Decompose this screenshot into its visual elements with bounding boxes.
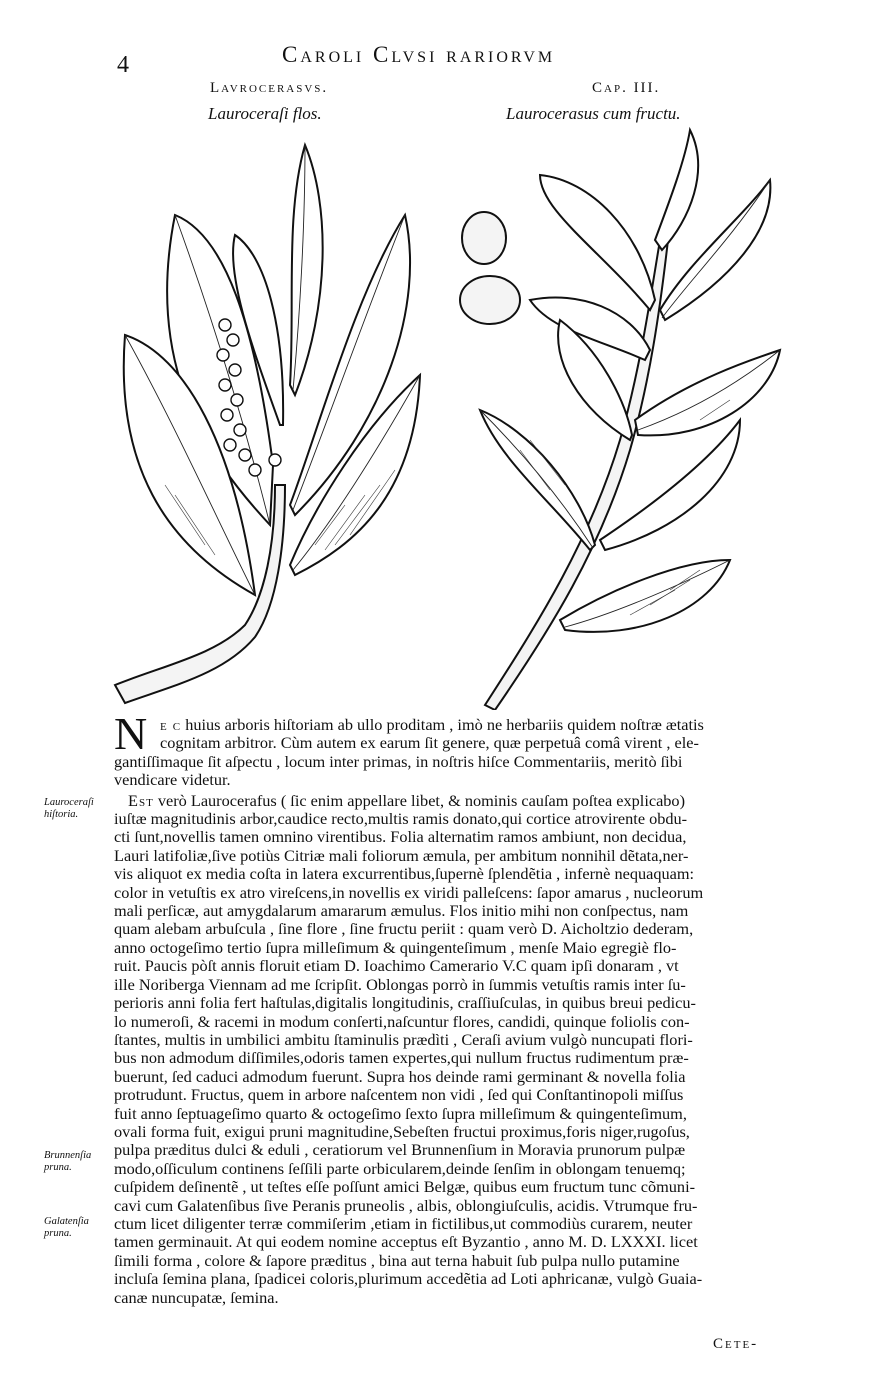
text-line: cavi cum Galatenſibus ſive Peranis pruneolis , albis, oblongiuſculis, acidis. Vtrumque fru- bbox=[114, 1196, 698, 1215]
text-line: vis aliquot ex media coſta in latera excurrentibus,ſupernè ſplendẽtia , infernè nequaquam: bbox=[114, 865, 695, 884]
text-line: protrudunt. Fructus, quem in arbore naſcentem non vidi , ſed qui Conſtantinopoli miſſus bbox=[114, 1086, 684, 1105]
fruit-drawing-1 bbox=[462, 212, 506, 264]
text-line: cognitam arbitror. Cùm autem ex earum ſit genere, quæ perpetuâ comâ virent , ele- bbox=[160, 734, 699, 753]
margin-note-brunnensia: Brunnenſia pruna. bbox=[44, 1150, 92, 1173]
woodcut-flowering-branch bbox=[105, 125, 435, 705]
text-line: anno octogeſimo tertio ſupra milleſimum & quingenteſimum , menſe Maio egregiè flo- bbox=[114, 938, 677, 957]
text-line: mali perſicæ, aut amygdalarum amararum æmulus. Flos initio mihi non conſpectus, nam bbox=[114, 902, 689, 921]
lead-letters: e c bbox=[160, 716, 182, 734]
text-line: ille Noriberga Viennam ad me ſcripſit. Oblongas porrò in ſummis vetuſtis ramis inter ſu- bbox=[114, 975, 686, 994]
text-line: ctum licet diligenter terræ commiſerim ,etiam in fictilibus,ut commodiùs curarem, neuter bbox=[114, 1214, 693, 1233]
chapter-title: Lavrocerasvs. bbox=[210, 80, 329, 96]
text-line: tamen germinauit. At qui eodem nomine acceptus eſt Byzantio , anno M. D. LXXXI. licet bbox=[114, 1233, 698, 1252]
margin-note-history: Lauroceraſi hiſtoria. bbox=[44, 797, 94, 820]
text-line: canæ nuncupatæ, ſemina. bbox=[114, 1288, 279, 1307]
text-line: cti ſunt,novellis tamen omnino virentibus. Folia alternatim ramos ambiunt, non decidua, bbox=[114, 828, 687, 847]
text-line: modo,oſſiculum continens ſeſſili parte orbicularem,deinde ſenſim in oblongam tenuemq; bbox=[114, 1159, 686, 1178]
text-line: ruit. Paucis pòſt annis floruit etiam D. Ioachimo Camerario V.C quam ipſi donaram , vt bbox=[114, 957, 679, 976]
body-text bbox=[114, 708, 779, 1307]
caption-fruit: Laurocerasus cum fructu. bbox=[506, 104, 681, 123]
lead-word: Est bbox=[128, 791, 154, 810]
margin-note-galatensia: Galatenſia pruna. bbox=[44, 1216, 89, 1239]
text-line: Lauri latifoliæ,ſive potiùs Citriæ mali foliorum æmula, per ambitum nonnihil dẽtata,ner- bbox=[114, 846, 689, 865]
woodcut-fruiting-branch bbox=[440, 120, 790, 710]
caption-flower: Lauroceraſi flos. bbox=[208, 104, 322, 123]
text-line: Est verò Laurocerafus ( ſic enim appellare libet, & nominis cauſam poſtea explicabo) bbox=[128, 791, 685, 810]
text-line: ſtantes, multis in umbilici ambitu ſtaminulis prædìti , Ceraſi avium vulgò nuncupati flori- bbox=[114, 1030, 693, 1049]
text-line: iuſtæ magnitudinis arbor,caudice recto,multis ramis donato,qui cortice atrovirente obdu- bbox=[114, 810, 688, 829]
text-line: cuſpidem deſinentẽ , ut teſtes eſſe poſſunt amici Belgæ, quibus eum fructum tunc cõmuni- bbox=[114, 1178, 696, 1197]
text-line: ovali forma fuit, exigui pruni magnitudine,Sebeſten fructui proximus,foris niger,rugoſus, bbox=[114, 1122, 690, 1141]
text-line: lo numeroſi, & racemi in modum conſerti,naſcuntur flores, candidi, quinque foliolis con- bbox=[114, 1012, 690, 1031]
text-line: buerunt, ſed caduci admodum fuerunt. Supra hos deinde rami germinant & novella folia bbox=[114, 1067, 686, 1086]
drop-cap: N bbox=[114, 708, 148, 759]
history-paragraph bbox=[114, 792, 779, 1307]
page-number: 4 bbox=[117, 52, 129, 78]
text-line: fuit anno ſeptuageſimo quarto & octogeſimo ſexto ſupra milleſimum & quingenteſimum, bbox=[114, 1104, 687, 1123]
fruit-drawing-2 bbox=[460, 276, 520, 324]
text-line: perioris anni folia fert haſtulas,digitalis longitudinis, craſſiuſculas, in quibus breui pedicu- bbox=[114, 994, 696, 1013]
text-line: incluſa ſemina plana, ſpadicei coloris,plurimum accedẽtia ad Loti aphricanæ, vulgò Guaia- bbox=[114, 1270, 703, 1289]
text-line: pulpa præditus dulci & eduli , ceratiorum vel Brunnenſium in Moravia prunorum pulpæ bbox=[114, 1141, 686, 1160]
text-line: vendicare videtur. bbox=[114, 771, 231, 790]
text-line: gantiſſimaque ſit aſpectu , locum inter primas, in noſtris hiſce Commentariis, meritò ſibi bbox=[114, 752, 683, 771]
text-line: ſimili forma , colore & ſapore præditus , bina aut terna habuit ſub pulpa nullo putamine bbox=[114, 1251, 680, 1270]
intro-paragraph bbox=[114, 708, 779, 790]
catchword: Cete- bbox=[713, 1336, 759, 1352]
text-line: color in vetuſtis ex atro vireſcens,in novellis ex viridi palleſcens: ſapor amarus , nucleorum bbox=[114, 883, 704, 902]
text-line: e c huius arboris hiſtoriam ab ullo proditam , imò ne herbariis quidem noſtræ ætatis bbox=[160, 716, 704, 734]
text-line: bus non admodum diſſimiles,odoris tamen expertes,qui nullum fructus rudimentum præ- bbox=[114, 1049, 689, 1068]
chapter-number: Cap. III. bbox=[592, 80, 661, 96]
text-line: quam alebam arbuſcula , ſine flore , ſine fructu periit : quam verò D. Aicholtzio dederam, bbox=[114, 920, 694, 939]
running-head: Caroli Clvsi rariorvm bbox=[282, 42, 556, 67]
